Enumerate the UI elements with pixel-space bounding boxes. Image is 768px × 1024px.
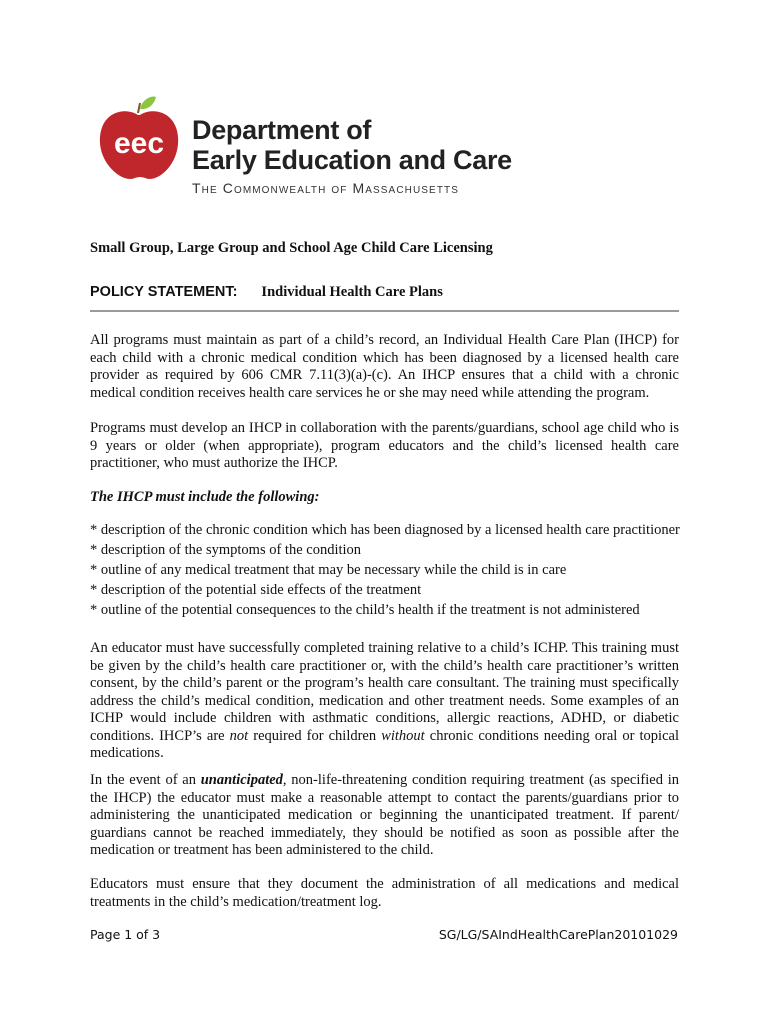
apple-logo-icon: [96, 95, 186, 185]
paragraph-text: In the event of an unanticipated, non-life-threatening condition requiring treatment (as specified in the IHCP) the educator must make a reasonable attempt to contact the parents/guardians prior to administering the unanticipated medication or beginning the unanticipated treatment. If parent/ guardians cannot be reached immediately, they should be notified as soon as possible after the medication or treatment has been administered to the child.: [90, 772, 679, 858]
paragraph-training: [90, 640, 679, 763]
paragraph-collaboration: [90, 420, 679, 473]
paragraph-text: An educator must have successfully completed training relative to a child’s ICHP. This training must be given by the child’s health care practitioner or, with the child’s health care practitioner’s written consent, by the child’s parent or the program’s health care consultant. The training must specifically address the child’s medical condition, medication and other treatment needs. Some examples of an ICHP would include children with asthmatic conditions, allergic reactions, ADHD, or diabetic conditions. IHCP’s are not required for children without chronic conditions needing oral or topical medications.: [90, 640, 679, 761]
commonwealth-tagline: The Commonwealth of Massachusetts: [192, 180, 460, 196]
ihcp-requirements-list: [90, 520, 690, 620]
paragraph-text: All programs must maintain as part of a child’s record, an Individual Health Care Plan (IHCP) for each child with a chronic medical condition which has been diagnosed by a licensed health care provider as required by 606 CMR 7.11(3)(a)-(c). An IHCP ensures that a child with a chronic medical condition receives health care services he or she may need while attending the program.: [90, 332, 679, 401]
paragraph-intro: [90, 332, 679, 402]
policy-title: Individual Health Care Plans: [261, 284, 443, 300]
list-item: * outline of any medical treatment that may be necessary while the child is in care: [90, 562, 567, 578]
department-name-line2: Early Education and Care: [192, 145, 512, 175]
document-subtitle: Small Group, Large Group and School Age Child Care Licensing: [90, 240, 493, 256]
list-item: * description of the chronic condition which has been diagnosed by a licensed health care practitioner: [90, 522, 680, 538]
paragraph-text: Educators must ensure that they document the administration of all medications and medical treatments in the child’s medication/treatment log.: [90, 876, 679, 910]
paragraph-text: Programs must develop an IHCP in collaboration with the parents/guardians, school age child who is 9 years or older (when appropriate), program educators and the child’s licensed health care practitioner, who must authorize the IHCP.: [90, 420, 679, 471]
logo-text: eec: [113, 127, 165, 160]
policy-label: POLICY STATEMENT:: [90, 284, 238, 300]
paragraph-documentation: [90, 876, 679, 911]
page-number: Page 1 of 3: [90, 927, 161, 942]
eec-logo: [96, 95, 512, 205]
divider: [90, 310, 679, 312]
department-name-line1: Department of: [192, 115, 372, 145]
paragraph-unanticipated: [90, 772, 679, 860]
document-id: SG/LG/SAIndHealthCarePlan20101029: [438, 927, 678, 942]
list-item: * description of the symptoms of the condition: [90, 542, 362, 558]
list-item: * description of the potential side effects of the treatment: [90, 582, 422, 598]
include-heading: The IHCP must include the following:: [90, 489, 320, 505]
policy-statement: [90, 283, 443, 301]
list-item: * outline of the potential consequences to the child’s health if the treatment is not administered: [90, 602, 640, 618]
